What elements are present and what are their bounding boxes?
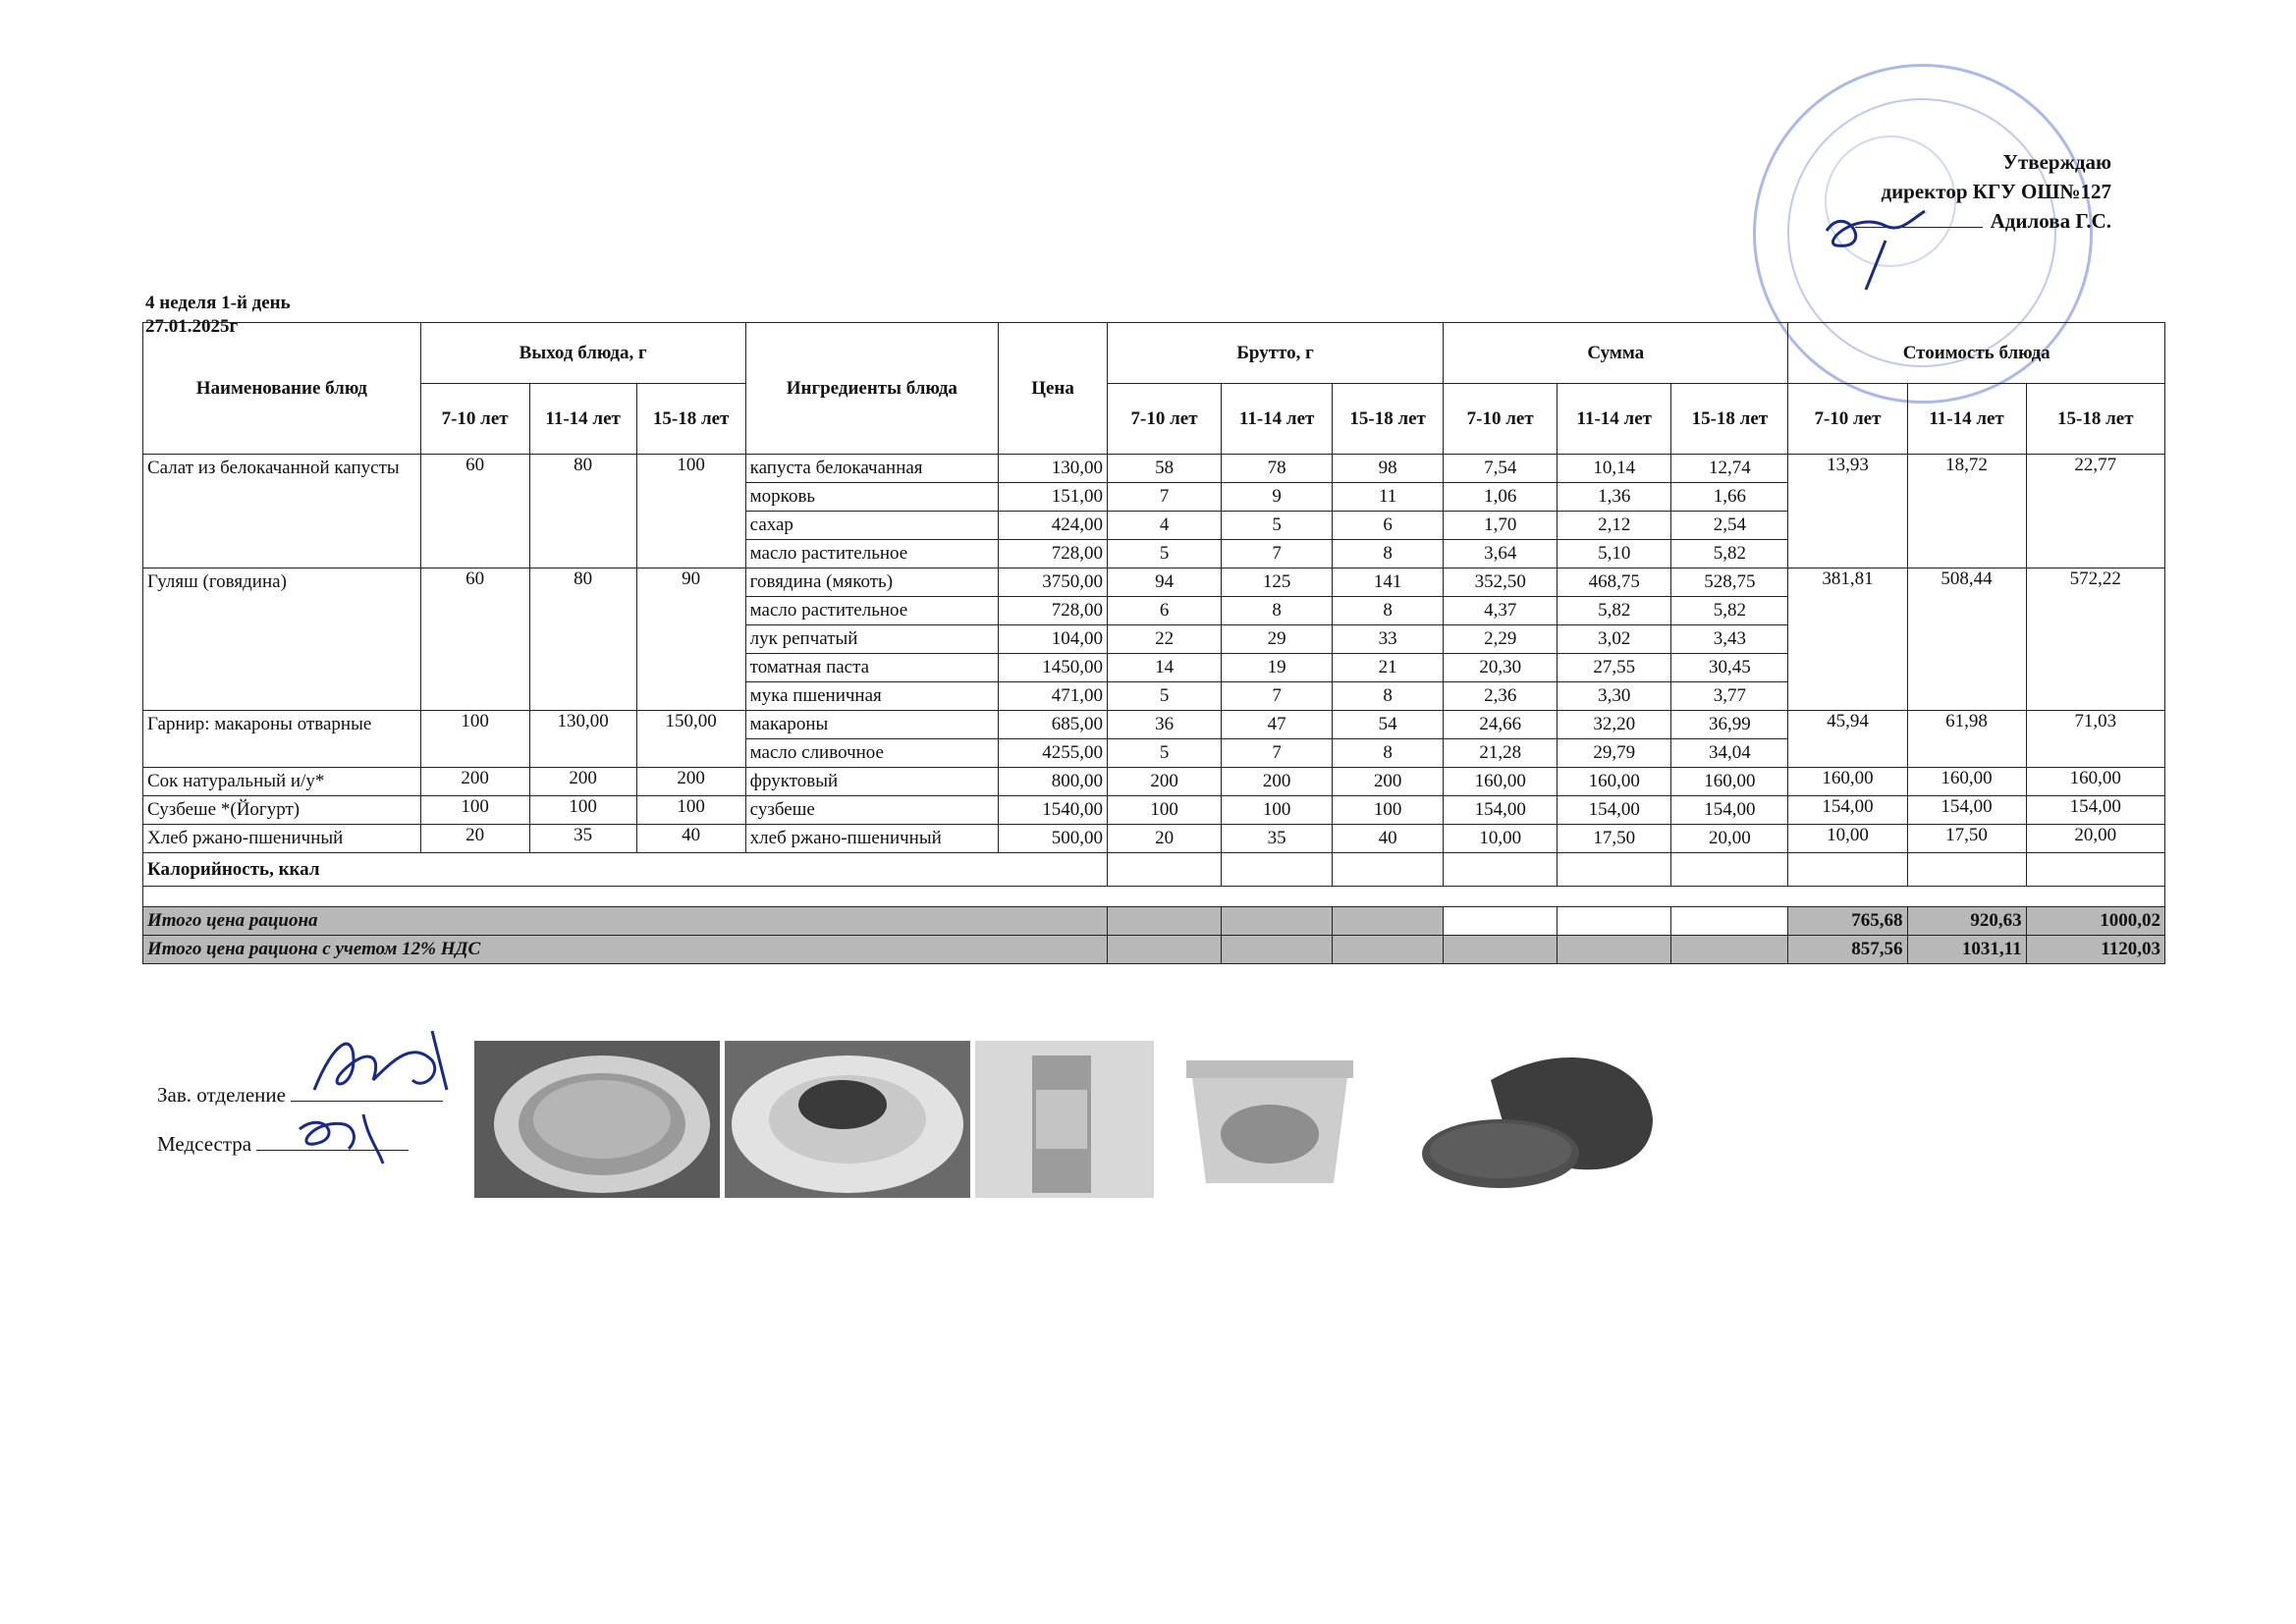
ingredient-brutto: 6	[1333, 512, 1444, 540]
dish-yield: 100	[420, 711, 529, 768]
approval-position: директор КГУ ОШ№127	[1881, 180, 2111, 203]
ingredient-price: 728,00	[999, 540, 1108, 568]
col-header-ingredients: Ингредиенты блюда	[745, 323, 998, 455]
ingredient-row	[143, 768, 2165, 796]
ingredient-sum: 160,00	[1444, 768, 1558, 796]
ingredient-brutto: 200	[1222, 768, 1333, 796]
age-header: 7-10 лет	[1108, 384, 1222, 455]
age-header: 7-10 лет	[420, 384, 529, 455]
dish-cost: 572,22	[2026, 568, 2164, 711]
dish-name: Сузбеше *(Йогурт)	[143, 796, 421, 825]
ingredient-sum: 160,00	[1558, 768, 1671, 796]
ingredient-sum: 5,82	[1671, 597, 1788, 625]
ingredient-price: 685,00	[999, 711, 1108, 739]
ingredient-brutto: 7	[1108, 483, 1222, 512]
ingredient-brutto: 7	[1222, 682, 1333, 711]
ingredient-brutto: 4	[1108, 512, 1222, 540]
dish-yield: 100	[636, 796, 745, 825]
ingredient-brutto: 21	[1333, 654, 1444, 682]
ingredient-sum: 3,77	[1671, 682, 1788, 711]
ingredient-brutto: 100	[1222, 796, 1333, 825]
dish-yield: 150,00	[636, 711, 745, 768]
dish-cost: 508,44	[1907, 568, 2026, 711]
ingredient-brutto: 8	[1333, 739, 1444, 768]
ingredient-brutto: 40	[1333, 825, 1444, 853]
dish-yield: 100	[636, 455, 745, 568]
ingredient-sum: 21,28	[1444, 739, 1558, 768]
ingredient-price: 1450,00	[999, 654, 1108, 682]
age-header: 7-10 лет	[1788, 384, 1907, 455]
ingredient-brutto: 200	[1108, 768, 1222, 796]
ingredient-brutto: 5	[1222, 512, 1333, 540]
ingredient-name: мука пшеничная	[745, 682, 998, 711]
approval-name: Адилова Г.С.	[1990, 209, 2111, 233]
ingredient-brutto: 36	[1108, 711, 1222, 739]
goulash-pasta-photo	[725, 1041, 970, 1198]
ingredient-brutto: 14	[1108, 654, 1222, 682]
ingredient-brutto: 94	[1108, 568, 1222, 597]
ingredient-sum: 17,50	[1558, 825, 1671, 853]
dish-name: Сок натуральный и/у*	[143, 768, 421, 796]
ingredient-price: 104,00	[999, 625, 1108, 654]
ingredient-sum: 20,00	[1671, 825, 1788, 853]
ingredient-brutto: 100	[1333, 796, 1444, 825]
ingredient-brutto: 33	[1333, 625, 1444, 654]
dish-yield: 200	[636, 768, 745, 796]
rye-bread-photo	[1412, 1041, 1658, 1198]
age-header: 15-18 лет	[636, 384, 745, 455]
total-label: Итого цена рациона	[143, 907, 1108, 936]
total-value: 765,68	[1788, 907, 1907, 936]
dish-cost: 22,77	[2026, 455, 2164, 568]
ingredient-brutto: 47	[1222, 711, 1333, 739]
ingredient-row	[143, 455, 2165, 483]
dish-yield: 60	[420, 568, 529, 711]
juice-box-photo	[975, 1041, 1154, 1198]
menu-table	[142, 322, 2165, 964]
ingredient-name: говядина (мякоть)	[745, 568, 998, 597]
ingredient-brutto: 35	[1222, 825, 1333, 853]
total-vat-value: 1120,03	[2026, 936, 2164, 964]
dish-cost: 17,50	[1907, 825, 2026, 853]
dish-yield: 80	[529, 568, 636, 711]
age-header: 15-18 лет	[2026, 384, 2164, 455]
ingredient-sum: 3,43	[1671, 625, 1788, 654]
menu-date: 27.01.2025г	[145, 316, 239, 337]
dish-name: Гуляш (говядина)	[143, 568, 421, 711]
age-header: 11-14 лет	[1558, 384, 1671, 455]
dish-yield: 60	[420, 455, 529, 568]
ingredient-brutto: 7	[1222, 739, 1333, 768]
ingredient-brutto: 19	[1222, 654, 1333, 682]
ingredient-sum: 5,82	[1671, 540, 1788, 568]
dish-cost: 71,03	[2026, 711, 2164, 768]
ingredient-sum: 1,66	[1671, 483, 1788, 512]
ingredient-sum: 1,36	[1558, 483, 1671, 512]
ingredient-sum: 34,04	[1671, 739, 1788, 768]
ingredient-sum: 160,00	[1671, 768, 1788, 796]
dish-cost: 154,00	[2026, 796, 2164, 825]
dish-cost: 61,98	[1907, 711, 2026, 768]
ingredient-name: макароны	[745, 711, 998, 739]
dish-cost: 20,00	[2026, 825, 2164, 853]
ingredient-row	[143, 568, 2165, 597]
nurse-label: Медсестра	[157, 1132, 252, 1156]
total-value: 920,63	[1907, 907, 2026, 936]
ingredient-price: 3750,00	[999, 568, 1108, 597]
dish-yield: 90	[636, 568, 745, 711]
ingredient-row	[143, 825, 2165, 853]
col-header-sum: Сумма	[1444, 323, 1788, 384]
dish-cost: 154,00	[1907, 796, 2026, 825]
age-header: 7-10 лет	[1444, 384, 1558, 455]
ingredient-brutto: 58	[1108, 455, 1222, 483]
dish-cost: 381,81	[1788, 568, 1907, 711]
ingredient-brutto: 7	[1222, 540, 1333, 568]
approval-title: Утверждаю	[2002, 150, 2111, 174]
calories-label: Калорийность, ккал	[143, 853, 1108, 887]
ingredient-price: 130,00	[999, 455, 1108, 483]
ingredient-sum: 2,12	[1558, 512, 1671, 540]
ingredient-sum: 4,37	[1444, 597, 1558, 625]
ingredient-price: 500,00	[999, 825, 1108, 853]
ingredient-sum: 352,50	[1444, 568, 1558, 597]
ingredient-sum: 3,30	[1558, 682, 1671, 711]
dish-cost: 13,93	[1788, 455, 1907, 568]
age-header: 15-18 лет	[1333, 384, 1444, 455]
ingredient-sum: 20,30	[1444, 654, 1558, 682]
dish-name: Гарнир: макароны отварные	[143, 711, 421, 768]
dish-yield: 130,00	[529, 711, 636, 768]
ingredient-sum: 10,14	[1558, 455, 1671, 483]
ingredient-name: лук репчатый	[745, 625, 998, 654]
ingredient-sum: 1,06	[1444, 483, 1558, 512]
dish-cost: 160,00	[1907, 768, 2026, 796]
dish-cost: 10,00	[1788, 825, 1907, 853]
ingredient-brutto: 200	[1333, 768, 1444, 796]
nurse-signature	[285, 1100, 403, 1168]
age-header: 11-14 лет	[1907, 384, 2026, 455]
ingredient-sum: 30,45	[1671, 654, 1788, 682]
ingredient-sum: 3,64	[1444, 540, 1558, 568]
col-header-cost: Стоимость блюда	[1788, 323, 2165, 384]
ingredient-brutto: 141	[1333, 568, 1444, 597]
ingredient-price: 1540,00	[999, 796, 1108, 825]
dish-yield: 40	[636, 825, 745, 853]
head-label: Зав. отделение	[157, 1083, 286, 1107]
ingredient-brutto: 54	[1333, 711, 1444, 739]
ingredient-sum: 2,36	[1444, 682, 1558, 711]
dish-yield: 35	[529, 825, 636, 853]
age-header: 15-18 лет	[1671, 384, 1788, 455]
age-header: 11-14 лет	[529, 384, 636, 455]
ingredient-sum: 2,54	[1671, 512, 1788, 540]
ingredient-sum: 5,10	[1558, 540, 1671, 568]
total-vat-label: Итого цена рациона с учетом 12% НДС	[143, 936, 1108, 964]
ingredient-brutto: 5	[1108, 739, 1222, 768]
ingredient-sum: 7,54	[1444, 455, 1558, 483]
ingredient-brutto: 11	[1333, 483, 1444, 512]
ingredient-price: 471,00	[999, 682, 1108, 711]
col-header-brutto: Брутто, г	[1108, 323, 1444, 384]
dish-cost: 160,00	[2026, 768, 2164, 796]
week-day: 4 неделя 1-й день	[145, 293, 291, 313]
ingredient-brutto: 6	[1108, 597, 1222, 625]
dish-cost: 18,72	[1907, 455, 2026, 568]
director-signature	[1817, 191, 1944, 299]
ingredient-sum: 1,70	[1444, 512, 1558, 540]
total-vat-value: 1031,11	[1907, 936, 2026, 964]
ingredient-price: 4255,00	[999, 739, 1108, 768]
ingredient-brutto: 100	[1108, 796, 1222, 825]
yogurt-cup-photo	[1176, 1041, 1363, 1198]
ingredient-name: томатная паста	[745, 654, 998, 682]
ingredient-brutto: 22	[1108, 625, 1222, 654]
ingredient-brutto: 20	[1108, 825, 1222, 853]
dish-yield: 20	[420, 825, 529, 853]
ingredient-brutto: 8	[1222, 597, 1333, 625]
ingredient-brutto: 125	[1222, 568, 1333, 597]
ingredient-sum: 5,82	[1558, 597, 1671, 625]
ingredient-price: 424,00	[999, 512, 1108, 540]
menu-body	[143, 455, 2165, 853]
ingredient-brutto: 8	[1333, 540, 1444, 568]
ingredient-sum: 154,00	[1444, 796, 1558, 825]
ingredient-sum: 32,20	[1558, 711, 1671, 739]
ingredient-sum: 3,02	[1558, 625, 1671, 654]
ingredient-name: масло сливочное	[745, 739, 998, 768]
ingredient-sum: 36,99	[1671, 711, 1788, 739]
dish-yield: 200	[529, 768, 636, 796]
ingredient-name: масло растительное	[745, 540, 998, 568]
ingredient-sum: 154,00	[1671, 796, 1788, 825]
ingredient-name: хлеб ржано-пшеничный	[745, 825, 998, 853]
ingredient-sum: 154,00	[1558, 796, 1671, 825]
ingredient-brutto: 98	[1333, 455, 1444, 483]
dish-yield: 100	[420, 796, 529, 825]
ingredient-brutto: 5	[1108, 682, 1222, 711]
ingredient-price: 728,00	[999, 597, 1108, 625]
ingredient-name: сахар	[745, 512, 998, 540]
ingredient-name: сузбеше	[745, 796, 998, 825]
ingredient-price: 151,00	[999, 483, 1108, 512]
col-header-price: Цена	[999, 323, 1108, 455]
ingredient-name: капуста белокачанная	[745, 455, 998, 483]
ingredient-sum: 24,66	[1444, 711, 1558, 739]
ingredient-sum: 468,75	[1558, 568, 1671, 597]
age-header: 11-14 лет	[1222, 384, 1333, 455]
ingredient-brutto: 9	[1222, 483, 1333, 512]
ingredient-brutto: 8	[1333, 597, 1444, 625]
dish-cost: 45,94	[1788, 711, 1907, 768]
ingredient-row	[143, 796, 2165, 825]
dish-cost: 160,00	[1788, 768, 1907, 796]
ingredient-sum: 12,74	[1671, 455, 1788, 483]
ingredient-name: морковь	[745, 483, 998, 512]
dish-name: Салат из белокачанной капусты	[143, 455, 421, 568]
ingredient-sum: 10,00	[1444, 825, 1558, 853]
ingredient-sum: 29,79	[1558, 739, 1671, 768]
dish-cost: 154,00	[1788, 796, 1907, 825]
total-vat-value: 857,56	[1788, 936, 1907, 964]
ingredient-price: 800,00	[999, 768, 1108, 796]
dish-yield: 100	[529, 796, 636, 825]
ingredient-sum: 27,55	[1558, 654, 1671, 682]
ingredient-row	[143, 711, 2165, 739]
col-header-yield: Выход блюда, г	[420, 323, 745, 384]
ingredient-name: масло растительное	[745, 597, 998, 625]
dish-name: Хлеб ржано-пшеничный	[143, 825, 421, 853]
ingredient-brutto: 78	[1222, 455, 1333, 483]
cabbage-salad-photo	[474, 1041, 720, 1198]
total-value: 1000,02	[2026, 907, 2164, 936]
dish-yield: 200	[420, 768, 529, 796]
ingredient-brutto: 29	[1222, 625, 1333, 654]
ingredient-sum: 2,29	[1444, 625, 1558, 654]
ingredient-name: фруктовый	[745, 768, 998, 796]
dish-yield: 80	[529, 455, 636, 568]
ingredient-brutto: 8	[1333, 682, 1444, 711]
ingredient-sum: 528,75	[1671, 568, 1788, 597]
ingredient-brutto: 5	[1108, 540, 1222, 568]
col-header-name: Наименование блюд	[143, 323, 421, 455]
